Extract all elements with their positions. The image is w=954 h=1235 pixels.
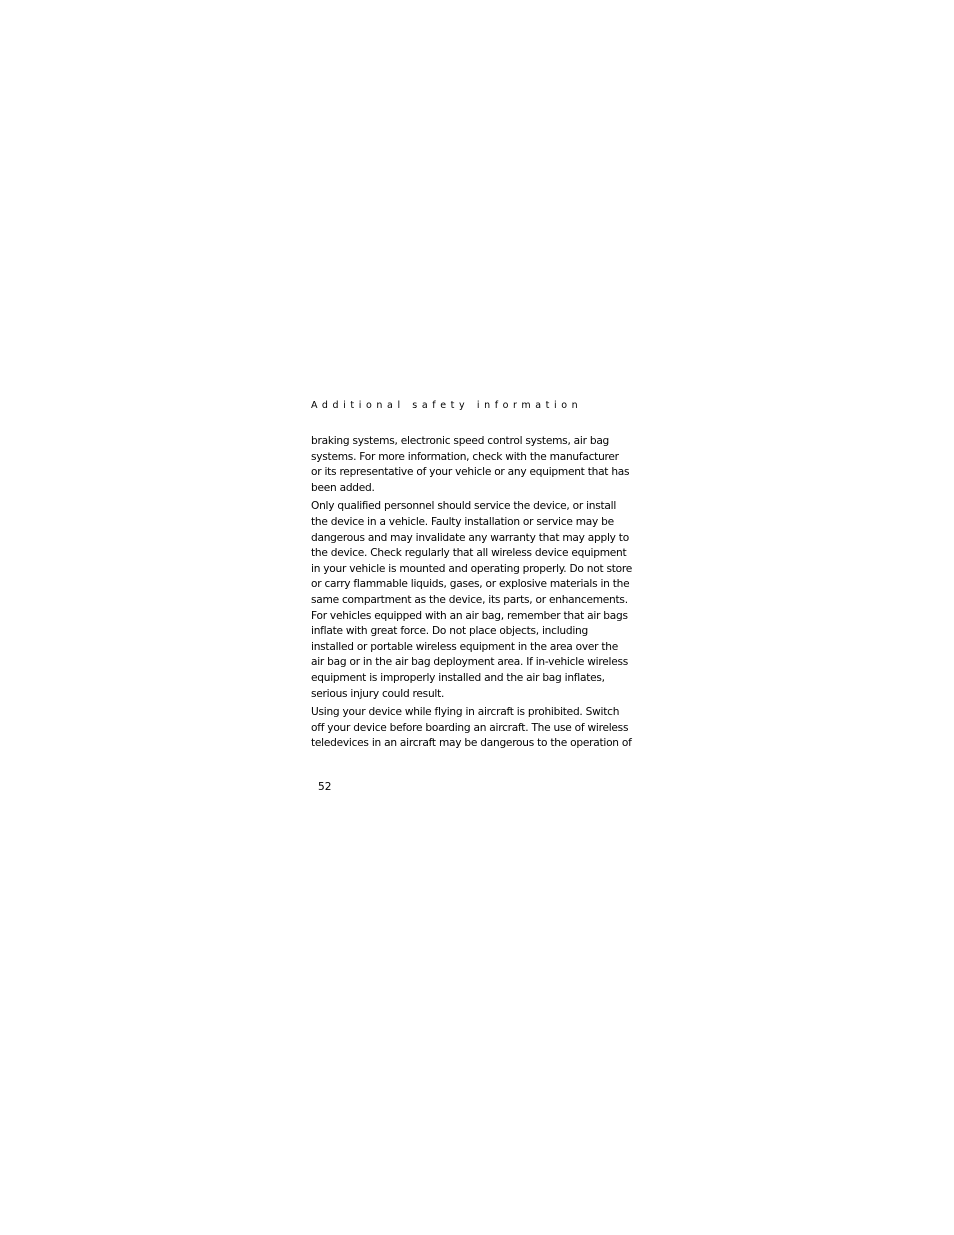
text-line: Using your device while flying in aircraft is prohibited. Switch xyxy=(311,706,620,719)
text-line: in your vehicle is mounted and operating properly. Do not store xyxy=(311,562,633,575)
text-line: inflate with great force. Do not place objects, including xyxy=(311,625,588,638)
text-line: same compartment as the device, its parts, or enhancements. xyxy=(311,593,628,606)
text-line: teledevices in an aircraft may be dangerous to the operation of xyxy=(311,737,632,750)
text-line: the device in a vehicle. Faulty installation or service may be xyxy=(311,515,614,528)
text-line: serious injury could result. xyxy=(311,687,445,700)
running-header: Additional safety information xyxy=(311,400,583,411)
text-line: or its representative of your vehicle or any equipment that has xyxy=(311,466,630,479)
paragraph-aircraft xyxy=(311,705,632,752)
text-line: equipment is improperly installed and the air bag inflates, xyxy=(311,671,605,684)
text-line: air bag or in the air bag deployment area. If in-vehicle wireless xyxy=(311,656,629,669)
page-number: 52 xyxy=(318,781,332,793)
text-line: been added. xyxy=(311,481,375,494)
text-line: or carry flammable liquids, gases, or explosive materials in the xyxy=(311,578,630,591)
text-line: dangerous and may invalidate any warranty that may apply to xyxy=(311,531,629,544)
paragraph-braking-systems xyxy=(311,434,630,496)
text-line: Only qualified personnel should service the device, or install xyxy=(311,500,617,513)
text-line: the device. Check regularly that all wireless device equipment xyxy=(311,547,627,560)
text-line: braking systems, electronic speed control systems, air bag xyxy=(311,435,610,447)
text-line: For vehicles equipped with an air bag, remember that air bags xyxy=(311,609,628,622)
text-line: installed or portable wireless equipment in the area over the xyxy=(311,640,618,653)
body-text xyxy=(311,434,633,755)
paragraph-qualified-personnel xyxy=(311,499,633,702)
text-line: systems. For more information, check with the manufacturer xyxy=(311,450,619,463)
text-line: off your device before boarding an aircraft. The use of wireless xyxy=(311,721,629,734)
